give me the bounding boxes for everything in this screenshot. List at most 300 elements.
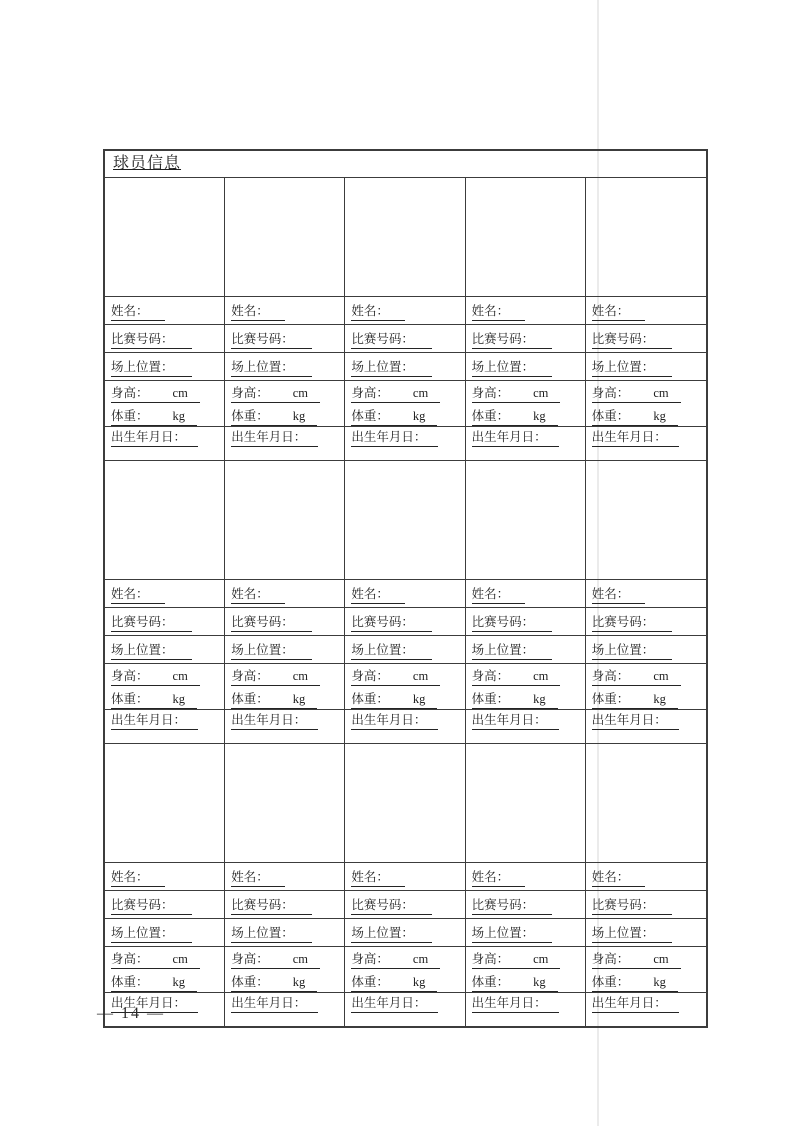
birthdate-field	[345, 427, 464, 460]
competition-number-field	[466, 325, 585, 353]
weight-field	[111, 687, 221, 710]
height-weight-fields	[105, 664, 224, 710]
page-number: — 14 —	[97, 1005, 165, 1022]
height-field-blank	[351, 386, 440, 403]
weight-label: 体重：	[231, 409, 269, 424]
name-field-blank	[231, 304, 285, 321]
name-field-blank	[351, 304, 405, 321]
weight-unit: kg	[653, 975, 666, 990]
field-position-field-blank	[111, 360, 192, 377]
height-label: 身高：	[351, 386, 389, 401]
competition-number-field-blank	[592, 332, 673, 349]
name-field	[466, 580, 585, 608]
name-field-blank	[472, 304, 526, 321]
name-label: 姓名：	[591, 304, 630, 319]
weight-label: 体重：	[591, 692, 630, 707]
birthdate-field	[225, 427, 344, 460]
name-label: 姓名：	[351, 304, 389, 319]
field-position-field	[225, 919, 344, 947]
field-position-label: 场上位置：	[231, 643, 294, 658]
competition-number-label: 比赛号码：	[471, 615, 535, 630]
competition-number-field	[105, 891, 224, 919]
field-position-label: 场上位置：	[471, 360, 535, 375]
weight-unit: kg	[533, 409, 546, 424]
height-weight-fields	[225, 381, 344, 427]
weight-field	[472, 687, 582, 710]
birthdate-label: 出生年月日：	[111, 996, 187, 1010]
name-field-blank	[351, 870, 405, 887]
field-position-label: 场上位置：	[351, 643, 414, 658]
weight-field-blank	[351, 975, 437, 992]
height-field-blank	[351, 952, 440, 969]
weight-unit: kg	[412, 692, 426, 707]
field-position-field	[586, 353, 706, 381]
field-position-field-blank	[351, 360, 432, 377]
height-weight-fields	[586, 381, 706, 427]
height-field	[592, 947, 703, 970]
height-unit: cm	[533, 952, 549, 967]
field-position-field	[345, 353, 464, 381]
weight-label: 体重：	[111, 692, 149, 707]
name-field-blank	[592, 587, 646, 604]
height-unit: cm	[653, 952, 669, 967]
weight-label: 体重：	[231, 692, 269, 707]
name-field	[586, 580, 706, 608]
weight-unit: kg	[412, 409, 426, 424]
height-weight-fields	[345, 664, 464, 710]
height-unit: cm	[412, 386, 429, 401]
height-label: 身高：	[231, 669, 269, 684]
competition-number-label: 比赛号码：	[591, 332, 655, 347]
weight-field	[592, 687, 703, 710]
field-position-field	[105, 636, 224, 664]
weight-field	[231, 404, 341, 427]
competition-number-field-blank	[231, 332, 312, 349]
field-position-label: 场上位置：	[231, 926, 294, 941]
birthdate-label: 出生年月日：	[351, 430, 427, 444]
competition-number-field	[345, 325, 464, 353]
birthdate-field-blank	[592, 713, 679, 730]
birthdate-label: 出生年月日：	[471, 996, 547, 1010]
birthdate-field-blank	[351, 430, 438, 447]
field-position-field-blank	[472, 360, 553, 377]
birthdate-field-blank	[351, 996, 438, 1013]
weight-label: 体重：	[591, 409, 630, 424]
weight-unit: kg	[292, 692, 306, 707]
field-position-field	[345, 636, 464, 664]
competition-number-field-blank	[472, 898, 553, 915]
field-position-field-blank	[592, 643, 673, 660]
name-label: 姓名：	[231, 304, 269, 319]
competition-number-field	[345, 608, 464, 636]
weight-field	[351, 970, 461, 993]
height-weight-fields	[586, 947, 706, 993]
weight-label: 体重：	[351, 409, 389, 424]
weight-field	[472, 404, 582, 427]
weight-unit: kg	[653, 692, 666, 707]
height-field	[472, 381, 582, 404]
competition-number-field-blank	[351, 898, 432, 915]
table-header	[105, 151, 706, 178]
birthdate-field-blank	[592, 430, 679, 447]
field-position-label: 场上位置：	[471, 643, 535, 658]
competition-number-field-blank	[111, 898, 192, 915]
birthdate-field-blank	[231, 430, 318, 447]
field-position-field	[225, 636, 344, 664]
name-label: 姓名：	[471, 870, 510, 885]
height-label: 身高：	[111, 386, 149, 401]
height-weight-fields	[345, 947, 464, 993]
birthdate-label: 出生年月日：	[591, 713, 667, 727]
player-card	[345, 461, 465, 743]
weight-label: 体重：	[351, 975, 389, 990]
name-label: 姓名：	[471, 587, 510, 602]
height-field-blank	[472, 952, 561, 969]
competition-number-label: 比赛号码：	[471, 332, 535, 347]
field-position-field	[105, 919, 224, 947]
birthdate-field-blank	[231, 996, 318, 1013]
weight-unit: kg	[172, 975, 186, 990]
player-card	[466, 461, 586, 743]
weight-field	[592, 970, 703, 993]
weight-field	[592, 404, 703, 427]
weight-field-blank	[231, 692, 317, 709]
birthdate-field	[345, 993, 464, 1026]
field-position-field	[466, 919, 585, 947]
birthdate-label: 出生年月日：	[591, 996, 667, 1010]
birthdate-field	[586, 993, 706, 1026]
player-card	[345, 178, 465, 460]
weight-unit: kg	[292, 409, 306, 424]
competition-number-field-blank	[351, 332, 432, 349]
birthdate-field	[466, 993, 585, 1026]
height-label: 身高：	[111, 952, 149, 967]
competition-number-field	[225, 325, 344, 353]
birthdate-field-blank	[592, 996, 679, 1013]
height-field	[351, 664, 461, 687]
height-unit: cm	[533, 386, 549, 401]
height-unit: cm	[172, 669, 188, 684]
birthdate-field	[466, 710, 585, 743]
height-field-blank	[592, 669, 681, 686]
height-field	[231, 381, 341, 404]
weight-field-blank	[472, 975, 558, 992]
player-photo-box	[586, 178, 706, 297]
height-label: 身高：	[351, 669, 389, 684]
weight-label: 体重：	[471, 409, 510, 424]
weight-label: 体重：	[231, 975, 269, 990]
name-field	[225, 297, 344, 325]
weight-field-blank	[351, 692, 437, 709]
weight-label: 体重：	[471, 692, 510, 707]
height-weight-fields	[225, 947, 344, 993]
height-field-blank	[592, 386, 681, 403]
birthdate-label: 出生年月日：	[471, 430, 547, 444]
competition-number-field	[105, 608, 224, 636]
weight-unit: kg	[172, 692, 186, 707]
competition-number-field	[345, 891, 464, 919]
player-photo-box	[466, 178, 585, 297]
birthdate-label: 出生年月日：	[111, 713, 187, 727]
name-field-blank	[472, 870, 526, 887]
height-field	[231, 664, 341, 687]
height-field	[111, 947, 221, 970]
birthdate-field-blank	[111, 430, 198, 447]
competition-number-field-blank	[592, 615, 673, 632]
height-unit: cm	[292, 669, 308, 684]
field-position-label: 场上位置：	[591, 360, 655, 375]
field-position-field-blank	[231, 360, 312, 377]
birthdate-label: 出生年月日：	[231, 996, 307, 1010]
player-photo-box	[225, 744, 344, 863]
field-position-label: 场上位置：	[471, 926, 535, 941]
height-label: 身高：	[591, 952, 630, 967]
player-photo-box	[225, 461, 344, 580]
height-field	[472, 664, 582, 687]
name-field	[586, 863, 706, 891]
competition-number-field	[466, 608, 585, 636]
competition-number-label: 比赛号码：	[351, 898, 414, 913]
name-field	[466, 297, 585, 325]
birthdate-field-blank	[472, 713, 559, 730]
competition-number-label: 比赛号码：	[111, 898, 174, 913]
height-field	[231, 947, 341, 970]
field-position-field	[466, 636, 585, 664]
height-label: 身高：	[591, 669, 630, 684]
weight-field-blank	[111, 975, 197, 992]
competition-number-field	[586, 608, 706, 636]
weight-field	[351, 404, 461, 427]
birthdate-field	[105, 427, 224, 460]
height-unit: cm	[412, 952, 429, 967]
height-field	[592, 381, 703, 404]
field-position-field-blank	[111, 643, 192, 660]
name-field-blank	[111, 870, 165, 887]
player-card	[105, 461, 225, 743]
name-field-blank	[111, 587, 165, 604]
player-card	[225, 744, 345, 1026]
height-label: 身高：	[231, 952, 269, 967]
player-card	[586, 744, 706, 1026]
birthdate-label: 出生年月日：	[111, 430, 187, 444]
weight-label: 体重：	[471, 975, 510, 990]
name-field	[105, 580, 224, 608]
competition-number-field	[225, 891, 344, 919]
height-field	[351, 947, 461, 970]
field-position-field-blank	[231, 926, 312, 943]
height-field-blank	[111, 952, 200, 969]
table-title: 球员信息	[113, 155, 182, 172]
field-position-field-blank	[592, 360, 673, 377]
height-unit: cm	[412, 669, 429, 684]
name-field	[345, 863, 464, 891]
competition-number-field	[225, 608, 344, 636]
competition-number-field-blank	[111, 332, 192, 349]
player-card	[225, 178, 345, 460]
field-position-field-blank	[472, 643, 553, 660]
player-card	[466, 178, 586, 460]
competition-number-field	[586, 891, 706, 919]
player-card	[586, 178, 706, 460]
weight-field-blank	[111, 409, 197, 426]
competition-number-label: 比赛号码：	[591, 615, 655, 630]
weight-unit: kg	[533, 975, 546, 990]
player-block-row	[105, 461, 706, 744]
name-field-blank	[231, 587, 285, 604]
height-weight-fields	[466, 381, 585, 427]
weight-label: 体重：	[111, 409, 149, 424]
weight-unit: kg	[172, 409, 186, 424]
field-position-field-blank	[472, 926, 553, 943]
birthdate-label: 出生年月日：	[471, 713, 547, 727]
player-photo-box	[586, 744, 706, 863]
height-field	[351, 381, 461, 404]
weight-field-blank	[592, 975, 678, 992]
height-label: 身高：	[111, 669, 149, 684]
height-unit: cm	[172, 952, 188, 967]
weight-label: 体重：	[351, 692, 389, 707]
competition-number-label: 比赛号码：	[231, 332, 294, 347]
birthdate-field	[466, 427, 585, 460]
weight-field	[111, 404, 221, 427]
birthdate-field	[105, 710, 224, 743]
name-field	[225, 863, 344, 891]
player-photo-box	[345, 178, 464, 297]
name-field	[345, 297, 464, 325]
player-photo-box	[225, 178, 344, 297]
competition-number-label: 比赛号码：	[231, 615, 294, 630]
height-unit: cm	[292, 952, 308, 967]
birthdate-label: 出生年月日：	[591, 430, 667, 444]
height-unit: cm	[533, 669, 549, 684]
weight-field-blank	[472, 409, 558, 426]
weight-field-blank	[592, 692, 678, 709]
height-weight-fields	[225, 664, 344, 710]
birthdate-field	[345, 710, 464, 743]
name-field	[105, 297, 224, 325]
competition-number-field-blank	[592, 898, 673, 915]
weight-unit: kg	[412, 975, 426, 990]
player-photo-box	[105, 461, 224, 580]
name-field-blank	[231, 870, 285, 887]
name-field-blank	[351, 587, 405, 604]
competition-number-label: 比赛号码：	[351, 332, 414, 347]
competition-number-field	[105, 325, 224, 353]
name-field	[466, 863, 585, 891]
field-position-field-blank	[592, 926, 673, 943]
name-field	[225, 580, 344, 608]
name-field-blank	[111, 304, 165, 321]
height-field	[111, 664, 221, 687]
weight-field	[231, 970, 341, 993]
birthdate-field-blank	[351, 713, 438, 730]
field-position-label: 场上位置：	[351, 926, 414, 941]
competition-number-field-blank	[472, 332, 553, 349]
birthdate-field-blank	[472, 996, 559, 1013]
height-unit: cm	[653, 386, 669, 401]
player-photo-box	[105, 744, 224, 863]
name-field-blank	[592, 870, 646, 887]
name-label: 姓名：	[111, 587, 149, 602]
weight-field-blank	[231, 975, 317, 992]
birthdate-label: 出生年月日：	[231, 430, 307, 444]
name-label: 姓名：	[231, 587, 269, 602]
field-position-field	[586, 636, 706, 664]
height-label: 身高：	[471, 952, 510, 967]
birthdate-label: 出生年月日：	[351, 713, 427, 727]
name-label: 姓名：	[351, 587, 389, 602]
competition-number-field-blank	[351, 615, 432, 632]
field-position-field-blank	[231, 643, 312, 660]
height-label: 身高：	[351, 952, 389, 967]
name-label: 姓名：	[471, 304, 510, 319]
height-field	[111, 381, 221, 404]
competition-number-field-blank	[231, 898, 312, 915]
height-field-blank	[231, 952, 320, 969]
height-field-blank	[472, 386, 561, 403]
height-weight-fields	[105, 381, 224, 427]
name-label: 姓名：	[231, 870, 269, 885]
height-field-blank	[472, 669, 561, 686]
height-weight-fields	[345, 381, 464, 427]
player-card	[105, 744, 225, 1026]
field-position-label: 场上位置：	[111, 643, 174, 658]
name-label: 姓名：	[351, 870, 389, 885]
birthdate-field-blank	[231, 713, 318, 730]
birthdate-field	[586, 710, 706, 743]
name-field-blank	[592, 304, 646, 321]
player-photo-box	[345, 461, 464, 580]
height-unit: cm	[172, 386, 188, 401]
player-card	[345, 744, 465, 1026]
player-card	[466, 744, 586, 1026]
competition-number-field-blank	[231, 615, 312, 632]
weight-unit: kg	[533, 692, 546, 707]
birthdate-field	[586, 427, 706, 460]
weight-label: 体重：	[111, 975, 149, 990]
field-position-field	[586, 919, 706, 947]
height-label: 身高：	[471, 386, 510, 401]
weight-field-blank	[592, 409, 678, 426]
player-photo-box	[345, 744, 464, 863]
competition-number-label: 比赛号码：	[111, 615, 174, 630]
weight-field-blank	[472, 692, 558, 709]
height-weight-fields	[586, 664, 706, 710]
weight-field	[231, 687, 341, 710]
competition-number-field-blank	[472, 615, 553, 632]
height-field	[592, 664, 703, 687]
height-label: 身高：	[591, 386, 630, 401]
player-photo-box	[105, 178, 224, 297]
field-position-field	[345, 919, 464, 947]
birthdate-field	[225, 993, 344, 1026]
field-position-label: 场上位置：	[111, 360, 174, 375]
name-label: 姓名：	[591, 870, 630, 885]
birthdate-field	[225, 710, 344, 743]
name-field-blank	[472, 587, 526, 604]
name-label: 姓名：	[111, 870, 149, 885]
weight-field	[111, 970, 221, 993]
height-field-blank	[231, 386, 320, 403]
field-position-field	[225, 353, 344, 381]
height-field-blank	[111, 669, 200, 686]
weight-field-blank	[111, 692, 197, 709]
height-label: 身高：	[231, 386, 269, 401]
height-field-blank	[111, 386, 200, 403]
name-label: 姓名：	[591, 587, 630, 602]
player-block-row	[105, 744, 706, 1026]
player-photo-box	[586, 461, 706, 580]
